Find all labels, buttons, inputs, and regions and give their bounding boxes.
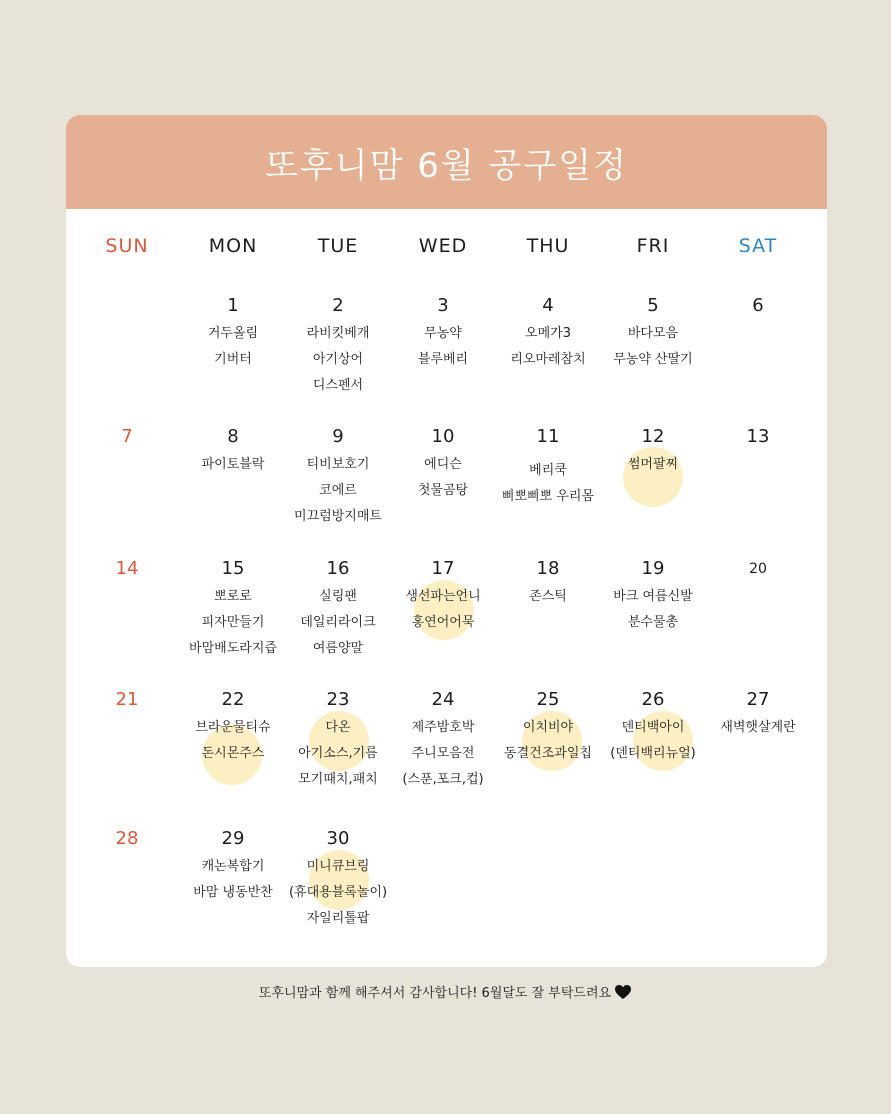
event-item: 아기소스,기름 (298, 746, 378, 761)
day-number: 17 (431, 558, 455, 579)
event-item: 동결건조과일칩 (504, 746, 592, 761)
event-item: 제주밤호박 (411, 720, 475, 735)
day-number: 23 (326, 689, 350, 710)
event-item: 무농약 산딸기 (613, 352, 693, 367)
day-number: 20 (749, 561, 767, 577)
calendar-title: 또후니맘 6월 공구일정 (265, 145, 628, 186)
footer-message (0, 982, 891, 1004)
event-item: 주니모음전 (411, 746, 475, 761)
day-cell-18 (489, 558, 607, 610)
event-item: 파이토블락 (201, 457, 265, 472)
event-item: 티비보호기 (306, 457, 370, 472)
weekday-mon: MON (208, 235, 258, 257)
day-cell-11 (489, 426, 607, 510)
event-item: 피자만들기 (201, 615, 265, 630)
event-item: 돈시몬주스 (201, 746, 265, 761)
day-number: 2 (332, 295, 344, 316)
event-item: 바다모음 (627, 326, 679, 341)
day-number: 1 (227, 295, 239, 316)
day-cell-21 (68, 689, 186, 711)
day-number: 29 (221, 828, 245, 849)
event-item: 덴티백아이 (621, 720, 685, 735)
day-number: 8 (227, 426, 239, 447)
event-item: 모기때치,패치 (298, 772, 378, 787)
day-cell-1 (174, 295, 292, 373)
weekday-wed: WED (418, 235, 468, 257)
day-cell-17 (384, 558, 502, 636)
event-item: 데일리라이크 (300, 615, 376, 630)
day-cell-20 (699, 558, 817, 580)
day-cell-3 (384, 295, 502, 373)
event-item: 새벽햇살계란 (720, 720, 796, 735)
day-number: 7 (121, 426, 133, 447)
event-item: 뽀로로 (214, 589, 252, 604)
day-cell-19 (594, 558, 712, 636)
event-item: 썸머팔찌 (627, 457, 679, 472)
event-item: 바크 여름신발 (613, 589, 693, 604)
day-number: 18 (536, 558, 560, 579)
day-cell-10 (384, 426, 502, 504)
event-item: 기버터 (214, 352, 252, 367)
day-number: 14 (115, 558, 139, 579)
day-number: 9 (332, 426, 344, 447)
day-cell-5 (594, 295, 712, 373)
day-cell-6 (699, 295, 817, 317)
event-item: 에디슨 (424, 457, 462, 472)
event-item: 거두올림 (207, 326, 259, 341)
event-item: 자일리톨팝 (306, 911, 370, 926)
event-item: (덴티백리뉴얼) (610, 746, 696, 761)
heart-icon (614, 984, 632, 1004)
event-item: 오메가3 (525, 326, 571, 341)
day-cell-13 (699, 426, 817, 448)
event-item: 실링팬 (319, 589, 357, 604)
day-cell-14 (68, 558, 186, 580)
event-item: 브라운물티슈 (195, 720, 271, 735)
calendar-grid (66, 115, 827, 967)
day-number: 30 (326, 828, 350, 849)
event-item: 무농약 (424, 326, 462, 341)
day-cell-22 (174, 689, 292, 767)
footer-text: 또후니맘과 함께 해주셔서 감사합니다! 6월달도 잘 부탁드려요 (258, 986, 612, 1001)
event-item: 코에르 (319, 483, 357, 498)
day-cell-29 (174, 828, 292, 906)
event-item: 미니큐브링 (306, 859, 370, 874)
event-item: 바맘배도라지즙 (189, 641, 277, 656)
day-number: 10 (431, 426, 455, 447)
day-number: 6 (752, 295, 764, 316)
day-number: 22 (221, 689, 245, 710)
day-cell-23 (279, 689, 397, 793)
weekday-sat: SAT (738, 235, 778, 257)
day-cell-12 (594, 426, 712, 478)
day-number: 5 (647, 295, 659, 316)
event-item: 라비킷베개 (306, 326, 370, 341)
day-cell-9 (279, 426, 397, 530)
day-cell-15 (174, 558, 292, 662)
day-cell-7 (68, 426, 186, 448)
weekday-thu: THU (526, 235, 570, 257)
day-number: 27 (746, 689, 770, 710)
event-item: 존스틱 (529, 589, 567, 604)
event-item: 바맘 냉동반찬 (193, 885, 273, 900)
event-item: 베리쿡 (529, 463, 567, 478)
event-item: (휴대용블록놀이) (288, 885, 388, 900)
weekday-sun: SUN (105, 235, 149, 257)
day-cell-27 (699, 689, 817, 741)
day-cell-24 (384, 689, 502, 793)
weekday-fri: FRI (636, 235, 670, 257)
event-item: 미끄럼방지매트 (294, 509, 382, 524)
day-number: 15 (221, 558, 245, 579)
weekday-tue: TUE (317, 235, 359, 257)
day-number: 11 (536, 426, 560, 447)
day-number: 19 (641, 558, 665, 579)
day-cell-16 (279, 558, 397, 662)
day-cell-25 (489, 689, 607, 767)
day-cell-28 (68, 828, 186, 850)
event-item: (스푼,포크,컵) (402, 772, 484, 787)
day-cell-4 (489, 295, 607, 373)
event-item: 다온 (325, 720, 351, 735)
day-number: 26 (641, 689, 665, 710)
day-number: 25 (536, 689, 560, 710)
event-item: 캐논복합기 (201, 859, 265, 874)
event-item: 여름양말 (312, 641, 364, 656)
day-cell-30 (279, 828, 397, 932)
day-number: 3 (437, 295, 449, 316)
day-number: 21 (115, 689, 139, 710)
calendar-card (66, 115, 827, 967)
day-number: 28 (115, 828, 139, 849)
event-item: 삐뽀삐뽀 우리몸 (501, 489, 595, 504)
day-cell-8 (174, 426, 292, 478)
event-item: 첫물곰탕 (417, 483, 469, 498)
event-item: 생선파는언니 (405, 589, 481, 604)
day-number: 12 (641, 426, 665, 447)
event-item: 이치비야 (522, 720, 574, 735)
day-number: 4 (542, 295, 554, 316)
event-item: 홍연어어묵 (411, 615, 475, 630)
day-number: 16 (326, 558, 350, 579)
event-item: 디스펜서 (312, 378, 364, 393)
event-item: 분수물총 (627, 615, 679, 630)
day-number: 24 (431, 689, 455, 710)
day-number: 13 (746, 426, 770, 447)
day-cell-26 (594, 689, 712, 767)
event-item: 블루베리 (417, 352, 469, 367)
day-cell-2 (279, 295, 397, 399)
event-item: 아기상어 (312, 352, 364, 367)
event-item: 리오마레참치 (510, 352, 586, 367)
